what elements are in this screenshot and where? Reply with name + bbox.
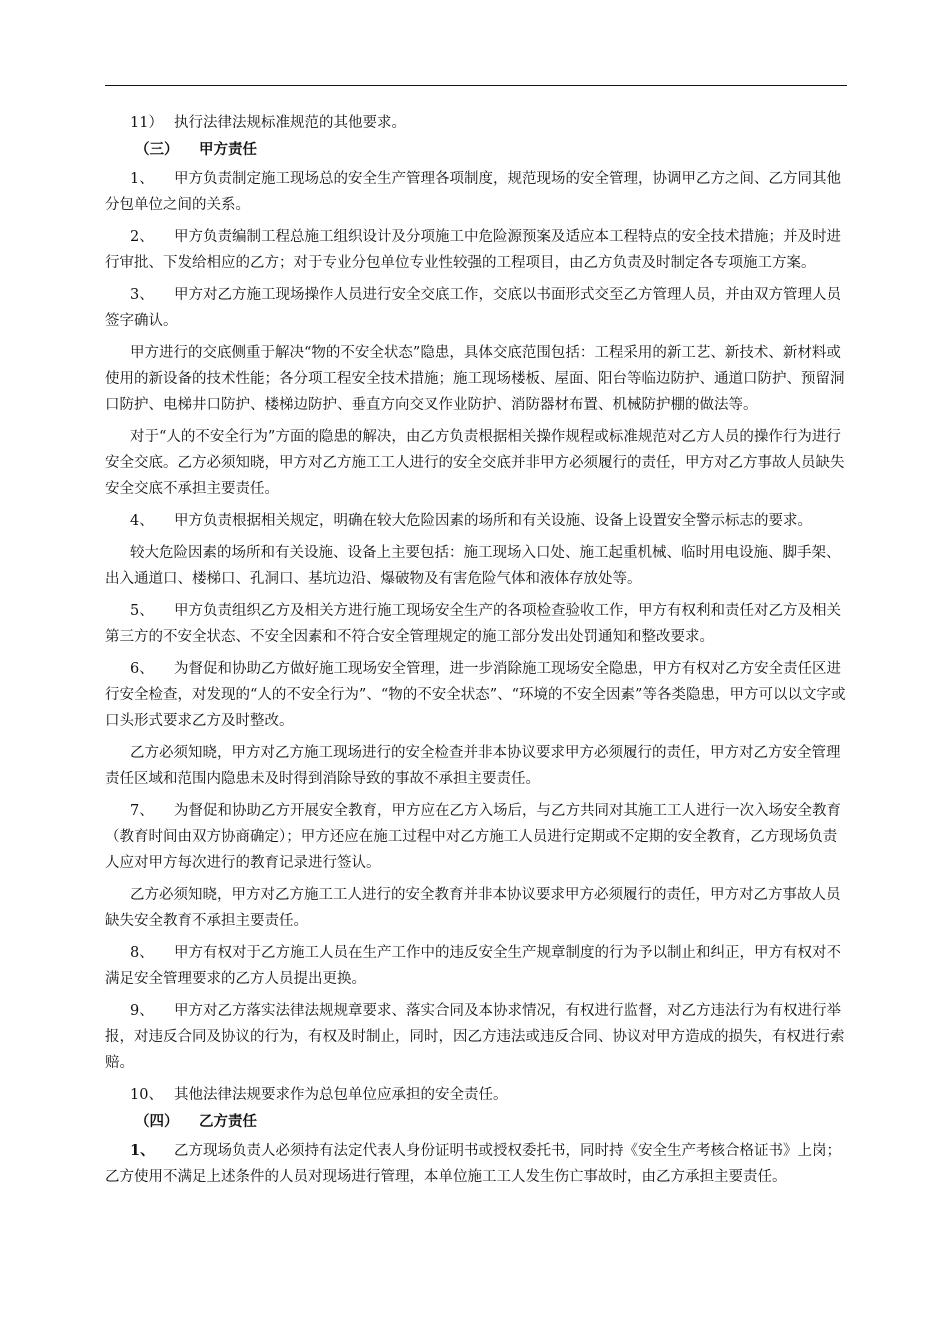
item-number: 8、	[130, 945, 154, 961]
paragraph-text: 甲方对乙方落实法律法规规章要求、落实合同及本协求情况，有权进行监督，对乙方违法行为有权进行举报，对违反合同及协议的行为，有权及时制止，同时，因乙方违法或违反合同、协议对甲方造成的损失，有权进行索赔。	[105, 1003, 845, 1071]
paragraph-text: 甲方对乙方施工现场操作人员进行安全交底工作，交底以书面形式交至乙方管理人员，并由双方管理人员签字确认。	[105, 287, 841, 329]
item-number: 3、	[130, 287, 154, 303]
item-number: 4、	[130, 513, 154, 529]
paragraph-text: 为督促和协助乙方开展安全教育，甲方应在乙方入场后，与乙方共同对其施工工人进行一次入场安全教育（教育时间由双方协商确定）；甲方还应在施工过程中对乙方施工人员进行定期或不定期的安全教育，乙方现场负责人应对甲方每次进行的教育记录进行签认。	[105, 803, 841, 871]
paragraph-safety-inspection	[105, 740, 847, 792]
item-number: 10、	[130, 1087, 163, 1103]
paragraph-4	[105, 508, 847, 534]
paragraph-text: 乙方现场负责人必须持有法定代表人身份证明书或授权委托书，同时持《安全生产考核合格证书》上岗；乙方使用不满足上述条件的人员对现场进行管理，本单位施工工人发生伤亡事故时，由乙方承担主要责任。	[105, 1143, 841, 1185]
paragraph-text: 甲方负责制定施工现场总的安全生产管理各项制度，规范现场的安全管理，协调甲乙方之间、乙方同其他分包单位之间的关系。	[105, 171, 841, 213]
paragraph-2	[105, 224, 847, 276]
item-number: 1、	[130, 1142, 155, 1159]
paragraph-disclosure-scope	[105, 340, 847, 418]
paragraph-text: 对于“人的不安全行为”方面的隐患的解决，由乙方负责根据相关操作规程或标准规范对乙方人员的操作行为进行安全交底。乙方必须知晓，甲方对乙方施工工人进行的安全交底并非甲方必须履行的责任，甲方对乙方事故人员缺失安全交底不承担主要责任。	[105, 429, 845, 497]
item-number: 5、	[130, 603, 154, 619]
paragraph-safety-education	[105, 882, 847, 934]
section-number: （三）	[135, 141, 179, 158]
item-number: 1、	[130, 171, 154, 187]
paragraph-unsafe-behavior	[105, 424, 847, 502]
paragraph-text: 甲方有权对于乙方施工人员在生产工作中的违反安全生产规章制度的行为予以制止和纠正，甲方有权对不满足安全管理要求的乙方人员提出更换。	[105, 945, 841, 987]
item-number: 9、	[130, 1003, 154, 1019]
document-body	[105, 110, 847, 1196]
paragraph-11	[105, 110, 847, 136]
header-rule	[105, 85, 847, 86]
paragraph-danger-places	[105, 540, 847, 592]
section-heading-3	[105, 138, 847, 162]
section-number: （四）	[135, 1113, 179, 1130]
item-number: 11）	[130, 115, 163, 131]
paragraph-8	[105, 940, 847, 992]
paragraph-text: 较大危险因素的场所和有关设施、设备上主要包括：施工现场入口处、施工起重机械、临时用电设施、脚手架、出入通道口、楼梯口、孔洞口、基坑边沿、爆破物及有害危险气体和液体存放处等。	[105, 545, 841, 587]
paragraph-text: 为督促和协助乙方做好施工现场安全管理，进一步消除施工现场安全隐患，甲方有权对乙方安全责任区进行安全检查，对发现的“人的不安全行为”、“物的不安全状态”、“环境的不安全因素”等各类隐患，甲方可以以文字或口头形式要求乙方及时整改。	[105, 661, 846, 729]
paragraph-6	[105, 656, 847, 734]
paragraph-text: 甲方负责组织乙方及相关方进行施工现场安全生产的各项检查验收工作，甲方有权利和责任对乙方及相关第三方的不安全状态、不安全因素和不符合安全管理规定的施工部分发出处罚通知和整改要求。	[105, 603, 841, 645]
section-heading-4	[105, 1110, 847, 1134]
paragraph-10	[105, 1082, 847, 1108]
paragraph-text: 乙方必须知晓，甲方对乙方施工工人进行的安全教育并非本协议要求甲方必须履行的责任，甲方对乙方事故人员缺失安全教育不承担主要责任。	[105, 887, 841, 929]
item-number: 7、	[130, 803, 154, 819]
paragraph-5	[105, 598, 847, 650]
paragraph-text: 乙方必须知晓，甲方对乙方施工现场进行的安全检查并非本协议要求甲方必须履行的责任，甲方对乙方安全管理责任区域和范围内隐患未及时得到消除导致的事故不承担主要责任。	[105, 745, 841, 787]
paragraph-9	[105, 998, 847, 1076]
item-number: 6、	[130, 661, 154, 677]
paragraph-3	[105, 282, 847, 334]
paragraph-text: 执行法律法规标准规范的其他要求。	[174, 115, 406, 131]
paragraph-party-b-1	[105, 1138, 847, 1190]
item-number: 2、	[130, 229, 154, 245]
paragraph-text: 其他法律法规要求作为总包单位应承担的安全责任。	[174, 1087, 508, 1103]
section-title: 甲方责任	[199, 141, 257, 158]
paragraph-text: 甲方负责根据相关规定，明确在较大危险因素的场所和有关设施、设备上设置安全警示标志的要求。	[174, 513, 812, 529]
paragraph-text: 甲方进行的交底侧重于解决“物的不安全状态”隐患，具体交底范围包括：工程采用的新工艺、新技术、新材料或使用的新设备的技术性能；各分项工程安全技术措施；施工现场楼板、屋面、阳台等临边防护、通道口防护、预留洞口防护、电梯井口防护、楼梯边防护、垂直方向交叉作业防护、消防器材布置、机械防护棚的做法等。	[105, 345, 845, 413]
paragraph-text: 甲方负责编制工程总施工组织设计及分项施工中危险源预案及适应本工程特点的安全技术措施；并及时进行审批、下发给相应的乙方；对于专业分包单位专业性较强的工程项目，由乙方负责及时制定各专项施工方案。	[105, 229, 841, 271]
paragraph-1	[105, 166, 847, 218]
section-title: 乙方责任	[199, 1113, 257, 1130]
paragraph-7	[105, 798, 847, 876]
